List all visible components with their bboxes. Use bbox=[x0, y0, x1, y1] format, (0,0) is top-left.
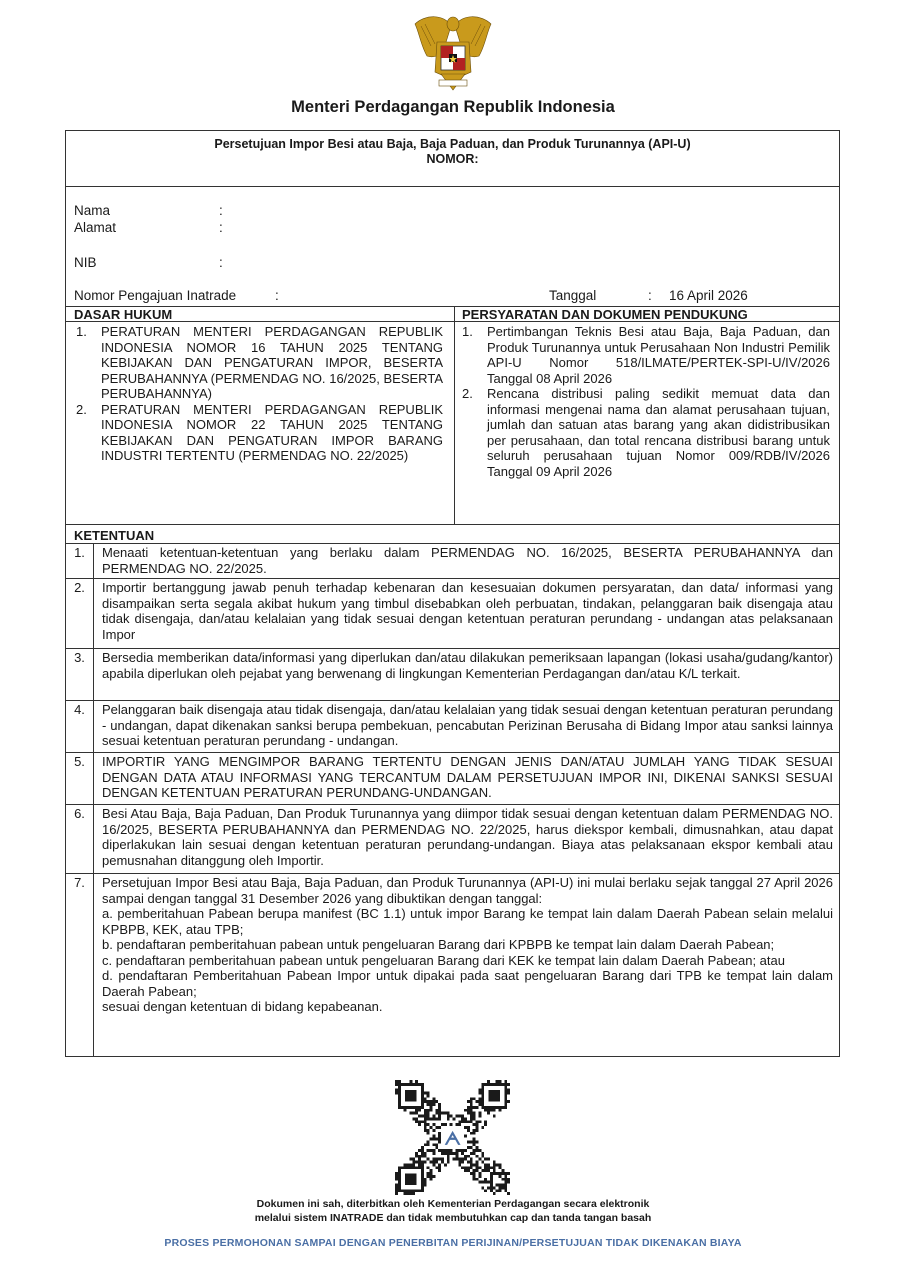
ministry-title: Menteri Perdagangan Republik Indonesia bbox=[291, 98, 615, 116]
ketentuan-row bbox=[66, 804, 839, 873]
field-alamat-colon: : bbox=[219, 220, 223, 235]
item-text: IMPORTIR YANG MENGIMPOR BARANG TERTENTU DENGAN JENIS DAN/ATAU JUMLAH YANG TIDAK SESUAI DENGAN DATA ATAU INFORMASI YANG TERCANTUM DALAM PERSETUJUAN IMPOR INI, DIKENAI SANKSI SESUAI DENGAN KETENTUAN PERATURAN PERUNDANG-UNDANGAN. bbox=[102, 754, 833, 800]
ketentuan-row bbox=[66, 648, 839, 700]
ketentuan-row bbox=[66, 700, 839, 752]
item-text: Menaati ketentuan-ketentuan yang berlaku dalam PERMENDAG NO. 16/2025, BESERTA PERUBAHANNYA dan PERMENDAG NO. 22/2025. bbox=[102, 545, 833, 576]
item-number: 6. bbox=[66, 805, 94, 873]
validity-note-line: Dokumen ini sah, diterbitkan oleh Kementerian Perdagangan secara elektronik bbox=[256, 1198, 650, 1210]
item-text: Besi Atau Baja, Baja Paduan, Dan Produk Turunannya yang diimpor tidak sesuai dengan ketentuan dalam PERMENDAG NO. 16/2025, BESERTA PERUBAHANNYA dan PERMENDAG NO. 22/2025, harus diekspor kembali, dimusnahkan, atau dapat diperlakukan lain sesuai dengan ketentuan peraturan perundang-undangan. Biaya atas pelaksanaan ekspor kembali atau pemusnahan ditanggung oleh Importir. bbox=[102, 806, 833, 868]
garuda-emblem-icon bbox=[411, 12, 495, 94]
item-number: 7. bbox=[66, 874, 94, 1057]
validity-note-line: melalui sistem INATRADE dan tidak membutuhkan cap dan tanda tangan basah bbox=[254, 1212, 652, 1224]
item-text-line: b. pendaftaran pemberitahuan pabean untuk pengeluaran Barang dari KPBPB ke tempat lain dalam Daerah Pabean; bbox=[102, 937, 775, 952]
item-text: Rencana distribusi paling sedikit memuat data dan informasi mengenai nama dan alamat perusahaan tujuan, jumlah dan satuan atas barang yang akan didistribusikan per perusahaan, dan total rencana distribusi barang untuk seluruh perusahaan tujuan Nomor 009/RDB/IV/2026 Tanggal 09 April 2026 bbox=[487, 386, 830, 479]
item-text-line: Persetujuan Impor Besi atau Baja, Baja Paduan, dan Produk Turunannya (API-U) ini mulai berlaku sejak tanggal 27 April 2026 sampai dengan tanggal 31 Desember 2026 yang dibuktikan dengan tanggal: bbox=[102, 875, 833, 906]
qr-code-icon bbox=[395, 1080, 510, 1195]
document-header bbox=[66, 131, 839, 187]
item-number: 2. bbox=[76, 401, 87, 417]
field-tanggal-colon: : bbox=[648, 288, 652, 303]
item-number: 5. bbox=[66, 753, 94, 804]
ketentuan-row bbox=[66, 578, 839, 648]
field-tanggal-value: 16 April 2026 bbox=[669, 288, 748, 303]
ketentuan-title: KETENTUAN bbox=[74, 528, 155, 543]
field-nib-label: NIB bbox=[74, 255, 97, 270]
field-pengajuan-label: Nomor Pengajuan Inatrade bbox=[74, 288, 237, 303]
list-item bbox=[454, 386, 830, 479]
item-number: 1. bbox=[76, 324, 87, 339]
field-nama-label: Nama bbox=[74, 203, 111, 218]
footer-notice: PROSES PERMOHONAN SAMPAI DENGAN PENERBITAN PERIJINAN/PERSETUJUAN TIDAK DIKENAKAN BIAYA bbox=[164, 1237, 742, 1249]
field-alamat-label: Alamat bbox=[74, 220, 117, 235]
field-pengajuan-colon: : bbox=[275, 288, 279, 303]
item-number: 1. bbox=[462, 324, 473, 339]
item-text-line: c. pendaftaran pemberitahuan pabean untuk pengeluaran Barang dari KEK ke tempat lain dalam Daerah Pabean; atau bbox=[102, 952, 785, 968]
list-item bbox=[68, 402, 443, 464]
item-text: Pertimbangan Teknis Besi atau Baja, Baja Paduan, dan Produk Turunannya untuk Perusahaan Non Industri Pemilik API-U Nomor 518/ILMATE/PERTEK-SPI-U/IV/2026 Tanggal 08 April 2026 bbox=[487, 324, 830, 386]
ketentuan-row bbox=[66, 543, 839, 578]
field-nama-colon: : bbox=[219, 203, 223, 218]
item-text: Pelanggaran baik disengaja atau tidak disengaja, dan/atau kelalaian yang tidak sesuai dengan ketentuan peraturan perundang - undangan, dapat dikenakan sanksi berupa pembekuan, pencabutan Perizinan Berusaha di Bidang Impor atau sanksi lainnya sesuai ketentuan peraturan perundang - undangan. bbox=[102, 702, 833, 748]
ketentuan-row bbox=[66, 752, 839, 804]
item-text: PERATURAN MENTERI PERDAGANGAN REPUBLIK INDONESIA NOMOR 22 TAHUN 2025 TENTANG KEBIJAKAN DAN PENGATURAN IMPOR BARANG INDUSTRI TERTENTU (PERMENDAG NO. 22/2025) bbox=[101, 401, 443, 463]
persyaratan-title: PERSYARATAN DAN DOKUMEN PENDUKUNG bbox=[462, 307, 748, 322]
item-number: 2. bbox=[66, 579, 94, 648]
ketentuan-row bbox=[66, 873, 839, 1057]
list-item bbox=[454, 324, 830, 386]
item-number: 4. bbox=[66, 701, 94, 752]
field-tanggal-label: Tanggal bbox=[549, 288, 597, 303]
document-title: Persetujuan Impor Besi atau Baja, Baja Paduan, dan Produk Turunannya (API-U) bbox=[214, 137, 691, 151]
item-text-line: sesuai dengan ketentuan di bidang kepabeanan. bbox=[102, 999, 383, 1014]
document-number-label: NOMOR: bbox=[426, 152, 479, 166]
item-text: PERATURAN MENTERI PERDAGANGAN REPUBLIK INDONESIA NOMOR 16 TAHUN 2025 TENTANG KEBIJAKAN DAN PENGATURAN IMPOR, BESERTA PERUBAHANNYA (PERMENDAG NO. 16/2025, BESERTA PERUBAHANNYA) bbox=[101, 324, 443, 401]
item-text: Importir bertanggung jawab penuh terhadap kebenaran dan kesesuaian dokumen persyaratan, dan data/ informasi yang disampaikan serta segala akibat hukum yang timbul disebabkan oleh perbuatan, tindakan, pelanggaran baik disengaja atau tidak disengaja, dan/atau kelalaian yang tidak sesuai dengan ketentuan peraturan perundang - undangan atas pelaksanaan Impor bbox=[102, 580, 833, 642]
item-number: 2. bbox=[462, 386, 473, 401]
item-text-line: d. pendaftaran Pemberitahuan Pabean Impor untuk dipakai pada saat pengeluaran Barang dari TPB ke tempat lain dalam Daerah Pabean; bbox=[102, 968, 833, 999]
validity-note bbox=[0, 1197, 906, 1225]
approval-document bbox=[65, 130, 840, 1057]
persyaratan-list bbox=[454, 324, 830, 479]
item-text: Bersedia memberikan data/informasi yang diperlukan dan/atau dilakukan pemeriksaan lapangan (lokasi usaha/gudang/kantor) apabila diperlukan oleh pejabat yang berwenang di lingkungan Kementerian Perdagangan dan/atau K/L terkait. bbox=[102, 650, 833, 681]
item-number: 3. bbox=[66, 649, 94, 700]
item-text bbox=[102, 875, 833, 1015]
item-number: 1. bbox=[66, 544, 94, 578]
dasar-hukum-list bbox=[68, 324, 443, 464]
list-item bbox=[68, 324, 443, 402]
dasar-hukum-title: DASAR HUKUM bbox=[74, 307, 173, 322]
svg-text:ᗅ: ᗅ bbox=[444, 1128, 461, 1149]
field-nib-colon: : bbox=[219, 255, 223, 270]
divider bbox=[66, 524, 839, 525]
item-text-line: a. pemberitahuan Pabean berupa manifest (BC 1.1) untuk impor Barang ke tempat lain dalam Daerah Pabean selain melalui KPBPB, KEK, atau TPB; bbox=[102, 906, 833, 937]
